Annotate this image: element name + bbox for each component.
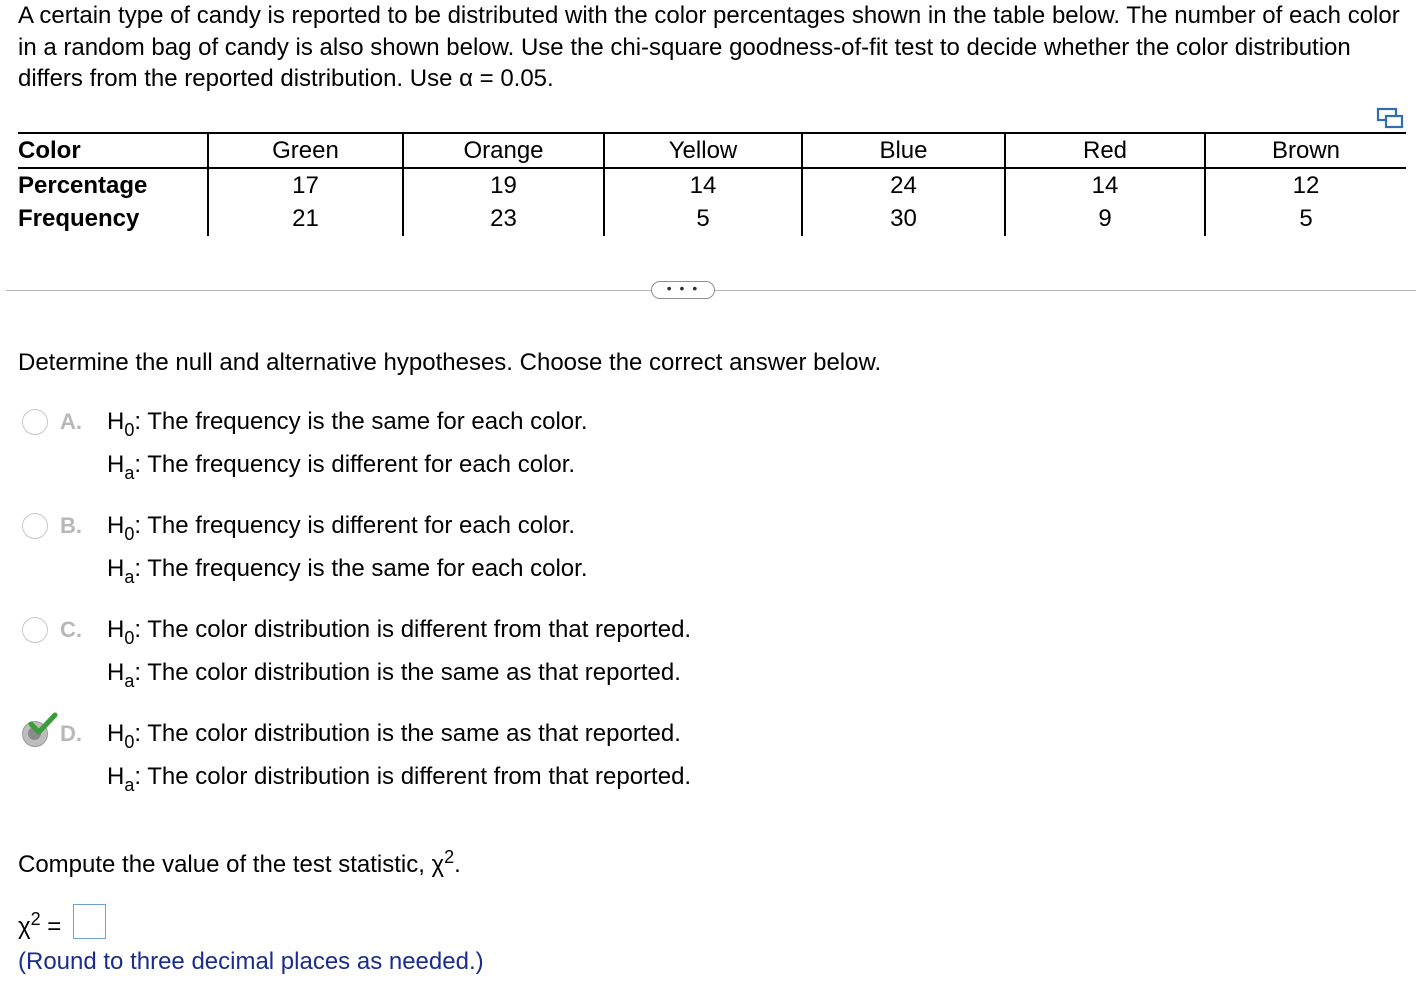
frequency-cell: 30 xyxy=(802,202,1005,236)
frequency-cell: 21 xyxy=(208,202,403,236)
chi-square-answer-input[interactable] xyxy=(73,904,106,939)
color-header: Yellow xyxy=(604,133,802,168)
radio-button-a[interactable] xyxy=(22,409,48,435)
option-b[interactable] xyxy=(22,512,782,587)
copy-table-icon[interactable] xyxy=(1376,106,1404,130)
alternative-hypothesis-b: $H_a$: The frequency is the same for each color. xyxy=(107,555,588,587)
color-header: Green xyxy=(208,133,403,168)
alternative-hypothesis-a: $H_a$: The frequency is different for each color. xyxy=(107,451,576,483)
frequency-cell: 9 xyxy=(1005,202,1205,236)
option-letter-b: B. xyxy=(60,513,82,538)
color-header: Brown xyxy=(1205,133,1406,168)
percentage-cell: 17 xyxy=(208,168,403,202)
rounding-note: (Round to three decimal places as needed.) xyxy=(18,948,484,975)
row-label-color: Color xyxy=(18,133,208,168)
percentage-cell: 14 xyxy=(604,168,802,202)
option-letter-c: C. xyxy=(60,617,82,642)
row-label-percentage: Percentage xyxy=(18,172,148,199)
color-header: Blue xyxy=(802,133,1005,168)
percentage-cell: 14 xyxy=(1005,168,1205,202)
hypotheses-prompt: Determine the null and alternative hypotheses. Choose the correct answer below. xyxy=(18,349,882,376)
null-hypothesis-c: $H_0$: The color distribution is different from that reported. xyxy=(107,616,692,648)
null-hypothesis-b: $H_0$: The frequency is different for each color. xyxy=(107,512,576,544)
alternative-hypothesis-c: $H_a$: The color distribution is the same as that reported. xyxy=(107,659,681,691)
option-letter-d: D. xyxy=(60,721,82,746)
frequency-cell: 5 xyxy=(1205,202,1406,236)
question-text: A certain type of candy is reported to be distributed with the color percentages shown in the table below. The number of each color in a random bag of candy is also shown below. Use the chi-square goodness-of-fit test to decide whether the color distribution differs from the reported distribution. Use α = 0.05. xyxy=(18,2,1400,92)
option-letter-a: A. xyxy=(60,409,82,434)
null-hypothesis-a: $H_0$: The frequency is the same for each color. xyxy=(107,408,588,440)
radio-button-b[interactable] xyxy=(22,513,48,539)
expand-more-button[interactable]: • • • xyxy=(651,281,715,299)
correct-checkmark-icon xyxy=(28,712,58,736)
chi-square-label: $\chi^2$ = xyxy=(18,909,62,940)
table-row-color xyxy=(18,133,1406,168)
percentage-cell: 12 xyxy=(1205,168,1406,202)
percentage-cell: 19 xyxy=(403,168,604,202)
test-statistic-prompt: Compute the value of the test statistic, $\chi^2$. xyxy=(18,847,461,878)
frequency-cell: 23 xyxy=(403,202,604,236)
radio-button-c[interactable] xyxy=(22,617,48,643)
percentage-cell: 24 xyxy=(802,168,1005,202)
table-row-percentage xyxy=(18,168,1406,202)
table-row-frequency xyxy=(18,202,1406,236)
color-header: Orange xyxy=(403,133,604,168)
option-c[interactable] xyxy=(22,616,782,691)
data-table xyxy=(18,132,1406,236)
row-label-frequency: Frequency xyxy=(18,205,140,233)
alternative-hypothesis-d: $H_a$: The color distribution is different from that reported. xyxy=(107,763,692,795)
frequency-cell: 5 xyxy=(604,202,802,236)
option-d[interactable] xyxy=(22,720,782,795)
null-hypothesis-d: $H_0$: The color distribution is the same as that reported. xyxy=(107,720,681,752)
option-a[interactable] xyxy=(22,408,782,483)
color-header: Red xyxy=(1005,133,1205,168)
